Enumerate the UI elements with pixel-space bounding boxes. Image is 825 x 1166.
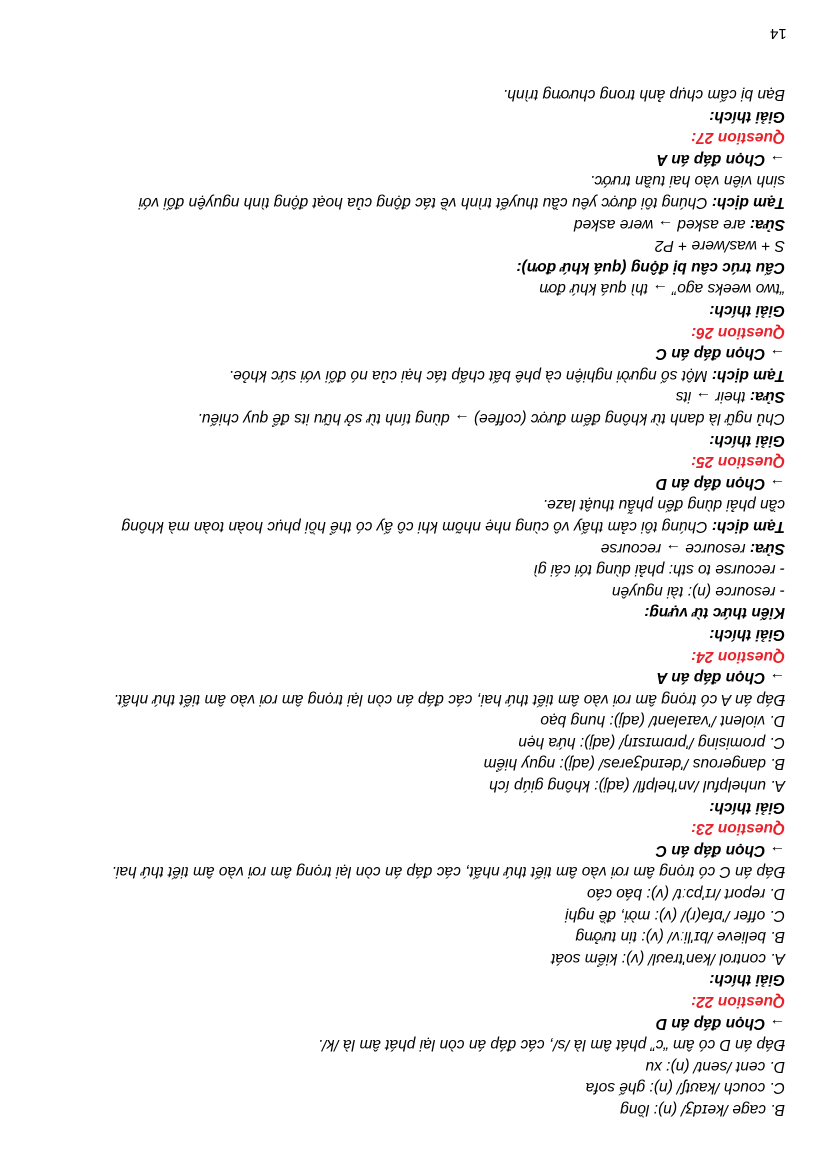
text-line: D. cent /sent/ (n): xu [645, 1057, 785, 1075]
inline-label: Sửa: [749, 539, 785, 557]
text-line: Đáp án D có âm “c” phát âm là /s/, các đáp án còn lại phát âm là /k/. [318, 1036, 785, 1054]
section-label: Giải thích: [709, 107, 785, 125]
text-line: B. dangerous /'deɪndʒərəs/ (adj): nguy hiểm [483, 755, 785, 773]
answer-choice: → Chọn đáp án A [656, 669, 785, 687]
text-line: B. cage /keɪdʒ/ (n): lồng [620, 1101, 785, 1118]
section-label: Giải thích: [709, 431, 785, 449]
answer-choice: → Chọn đáp án C [655, 345, 785, 363]
inline-label: Sửa: [749, 215, 785, 233]
text-line [40, 515, 785, 537]
text-line: Chủ ngữ là danh từ không đếm được (coffee) → dùng tính từ sở hữu its để quy chiếu. [197, 410, 785, 427]
section-label: Kiến thức từ vựng: [644, 604, 785, 622]
inline-text: their → its [675, 388, 750, 406]
section-label: Giải thích: [709, 302, 785, 320]
inline-label: Sửa: [749, 388, 785, 406]
text-line: Bạn bị cấm chụp ảnh trong chương trình. [503, 86, 785, 104]
text-line [40, 537, 785, 559]
answer-choice: → Chọn đáp án D [655, 1014, 785, 1032]
text-line [40, 213, 785, 235]
question-heading: Question 23: [691, 820, 785, 838]
section-label: Giải thích: [709, 625, 785, 643]
inline-text: Chúng tôi được yêu cầu thuyết trình về tác động của hoạt động tình nguyện đối với [138, 194, 712, 212]
text-line: - recourse to sth: phải dùng tới cái gì [533, 561, 785, 579]
text-line: C. couch /kaʊtʃ/ (n): ghế sofa [585, 1079, 785, 1097]
text-line: A. unhelpful /ʌn'helpfl/ (adj): không giúp ích [489, 777, 785, 795]
text-line: D. violent /'vaɪələnt/ (adj): hung bạo [540, 712, 785, 730]
text-line: Đáp án A có trọng âm rơi vào âm tiết thứ hai, các đáp án còn lại trọng âm rơi vào âm tiết thứ nhất. [113, 690, 785, 708]
question-heading: Question 26: [691, 323, 785, 341]
inline-text: Một số người nghiện cà phê bất chấp tác hại của nó đối với sức khỏe. [228, 366, 712, 384]
text-line [40, 364, 785, 386]
answer-choice: → Chọn đáp án D [655, 474, 785, 492]
section-label: Giải thích: [709, 798, 785, 816]
text-line: Đáp án C có trọng âm rơi vào âm tiết thứ nhất, các đáp án còn lại trọng âm rơi vào âm tiết thứ hai. [111, 863, 785, 881]
text-line: C. promising /'prɒmɪsɪŋ/ (adj): hứa hẹn [518, 733, 785, 751]
inline-label: Tạm dịch: [711, 194, 785, 212]
answer-choice: → Chọn đáp án C [655, 841, 785, 859]
inline-text: Chúng tôi cảm thấy vô cùng nhẹ nhõm khi cô ấy có thể hồi phục hoàn toàn mà không [121, 517, 712, 535]
text-line: A. control /kən'trəʊl/ (v): kiểm soát [551, 949, 785, 967]
text-line [40, 386, 785, 408]
question-heading: Question 25: [691, 453, 785, 471]
inline-text: are asked → were asked [574, 215, 750, 233]
section-label: Giải thích: [709, 971, 785, 989]
answer-explanations [40, 84, 785, 1121]
text-line: cần phải dùng đến phẫu thuật laze. [542, 496, 785, 514]
answer-choice: → Chọn đáp án A [656, 150, 785, 168]
question-heading: Question 24: [691, 647, 785, 665]
text-line [40, 191, 785, 213]
text-line: B. believe /bɪ'liːv/ (v): tin tưởng [575, 928, 785, 946]
inline-label: Tạm dịch: [711, 517, 785, 535]
text-line: sinh viên vào hai tuần trước. [590, 172, 785, 190]
text-line: C. offer /'ɒfə(r)/ (v): mời, đề nghị [565, 906, 785, 924]
text-line: “two weeks ago” → thì quá khứ đơn [539, 280, 785, 298]
section-label: Cấu trúc câu bị động (quá khứ đơn): [516, 258, 785, 276]
page-number: 14 [770, 25, 787, 42]
question-heading: Question 22: [691, 993, 785, 1011]
text-line: S + was/were + P2 [654, 237, 785, 255]
text-line: - resource (n): tài nguyên [611, 582, 785, 600]
text-line: D. report /rɪ'pɔːt/ (v): báo cáo [587, 885, 785, 903]
question-heading: Question 27: [691, 129, 785, 147]
inline-label: Tạm dịch: [711, 366, 785, 384]
inline-text: resource → recourse [600, 539, 750, 557]
